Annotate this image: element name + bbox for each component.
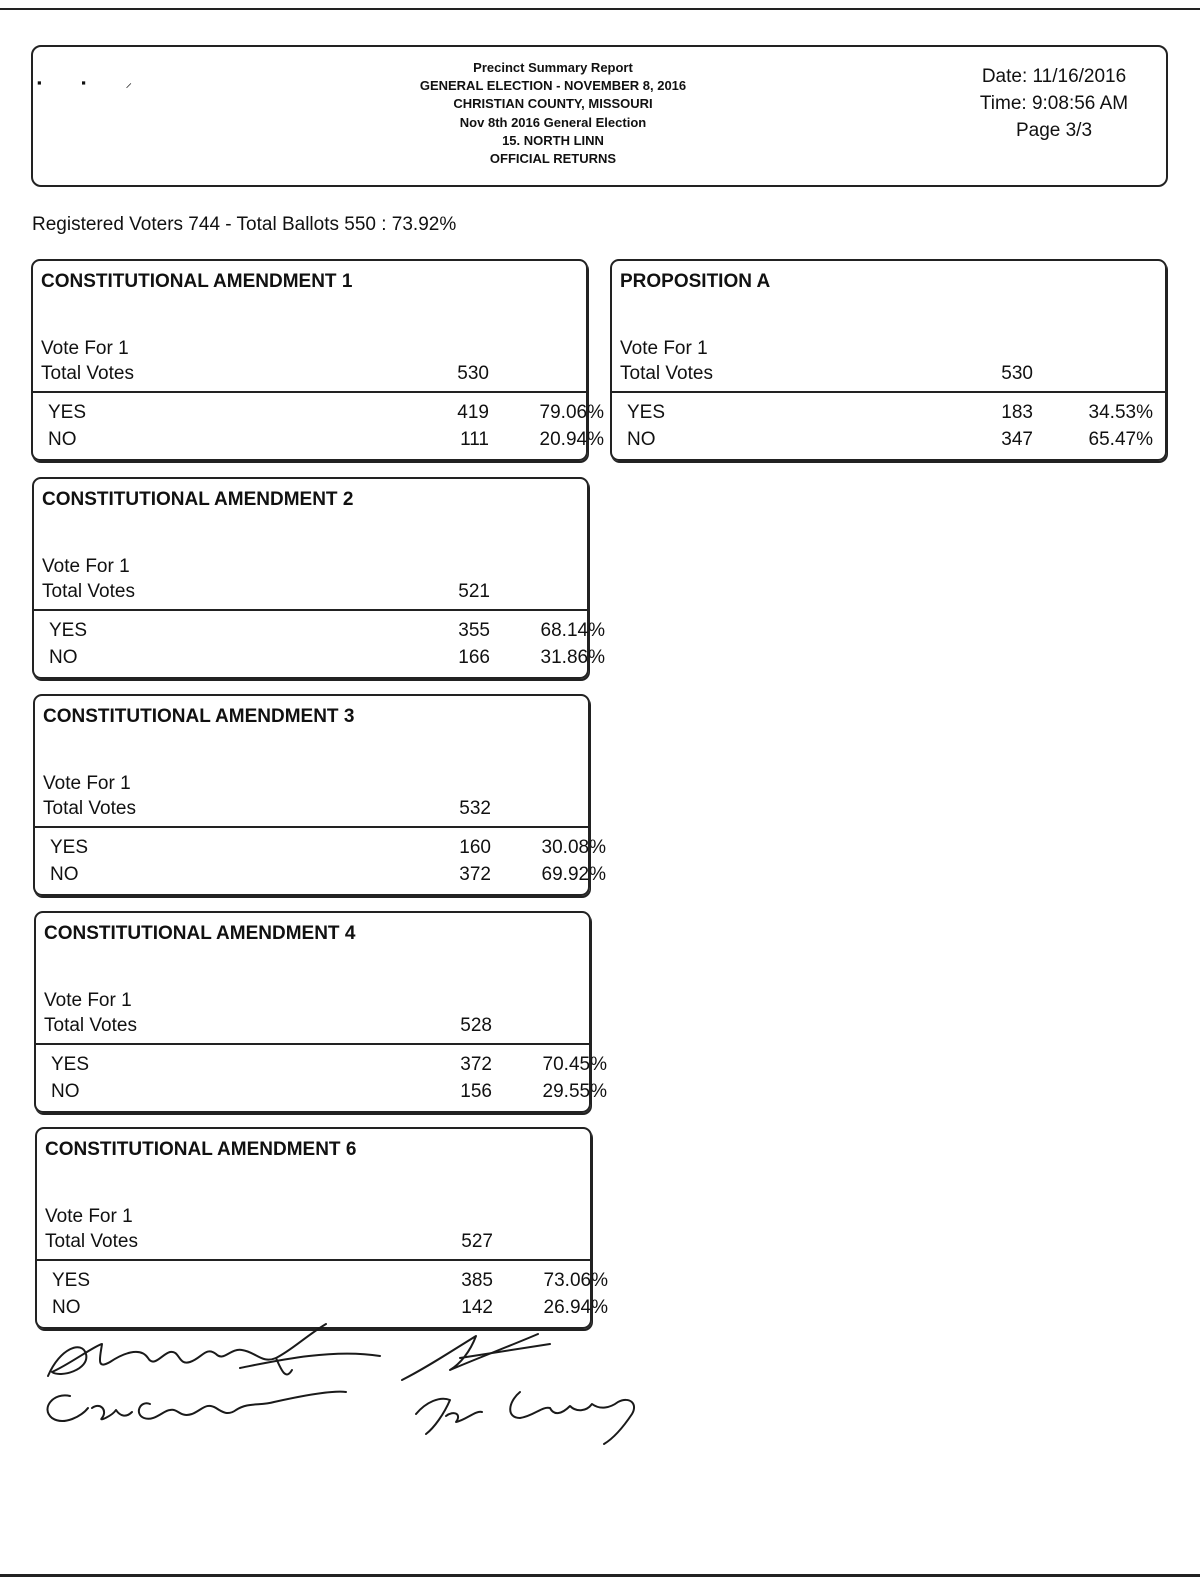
total-votes-label: Total Votes — [42, 581, 135, 602]
contest-title: CONSTITUTIONAL AMENDMENT 3 — [43, 706, 355, 727]
choice-label: NO — [49, 647, 78, 668]
contest-divider — [36, 1043, 589, 1045]
choice-votes: 372 — [459, 864, 491, 885]
page-number: Page 3/3 — [1015, 120, 1093, 141]
choice-percent: 29.55% — [542, 1081, 607, 1102]
choice-percent: 31.86% — [540, 647, 605, 668]
contest-title: CONSTITUTIONAL AMENDMENT 2 — [42, 489, 354, 510]
choice-row — [35, 864, 606, 890]
choice-label: NO — [48, 429, 77, 450]
contest-divider — [612, 391, 1165, 393]
choice-label: NO — [50, 864, 79, 885]
report-date: Date: 11/16/2016 — [981, 66, 1127, 87]
choice-row — [37, 1270, 608, 1296]
choice-label: YES — [627, 402, 666, 423]
contest-divider — [35, 826, 588, 828]
choice-percent: 26.94% — [543, 1297, 608, 1318]
total-votes-value: 521 — [458, 581, 490, 602]
choice-row — [36, 1054, 607, 1080]
choice-votes: 166 — [458, 647, 490, 668]
total-votes-value: 530 — [1001, 363, 1033, 384]
report-meta — [954, 63, 1154, 144]
official-signatures — [30, 1318, 650, 1458]
contest-box — [31, 259, 604, 461]
choice-row — [35, 837, 606, 863]
contest-divider — [37, 1259, 590, 1261]
choice-row — [612, 402, 1165, 428]
vote-for-label: Vote For 1 — [42, 556, 130, 577]
choice-row — [34, 647, 605, 673]
choice-label: YES — [48, 402, 87, 423]
bottom-rule — [0, 1574, 1200, 1577]
contest-title: CONSTITUTIONAL AMENDMENT 1 — [41, 271, 353, 292]
choice-percent: 68.14% — [540, 620, 605, 641]
choice-votes: 347 — [1001, 429, 1033, 450]
contest-box — [35, 1127, 608, 1329]
choice-votes: 355 — [458, 620, 490, 641]
total-votes-value: 527 — [461, 1231, 493, 1252]
total-votes-value: 528 — [460, 1015, 492, 1036]
vote-for-label: Vote For 1 — [43, 773, 131, 794]
choice-votes: 183 — [1001, 402, 1033, 423]
choice-label: YES — [50, 837, 89, 858]
report-title-block — [333, 59, 773, 168]
vote-for-label: Vote For 1 — [620, 338, 708, 359]
choice-percent: 34.53% — [1088, 402, 1153, 423]
choice-votes: 142 — [461, 1297, 493, 1318]
total-votes-value: 532 — [459, 798, 491, 819]
total-votes-label: Total Votes — [44, 1015, 137, 1036]
vote-for-label: Vote For 1 — [44, 990, 132, 1011]
choice-votes: 156 — [460, 1081, 492, 1102]
choice-votes: 111 — [460, 429, 489, 450]
election-name: GENERAL ELECTION - NOVEMBER 8, 2016 — [419, 78, 687, 94]
precinct-name: 15. NORTH LINN — [502, 132, 604, 148]
choice-row — [612, 429, 1165, 455]
contest-title: PROPOSITION A — [620, 271, 771, 292]
choice-label: YES — [49, 620, 88, 641]
choice-percent: 65.47% — [1088, 429, 1153, 450]
contest-box — [33, 694, 606, 896]
turnout-summary: Registered Voters 744 - Total Ballots 550 : 73.92% — [32, 214, 457, 235]
choice-label: YES — [51, 1054, 90, 1075]
choice-votes: 372 — [460, 1054, 492, 1075]
total-votes-label: Total Votes — [620, 363, 713, 384]
contest-title: CONSTITUTIONAL AMENDMENT 6 — [45, 1139, 357, 1160]
contest-title: CONSTITUTIONAL AMENDMENT 4 — [44, 923, 356, 944]
choice-row — [33, 402, 604, 428]
total-votes-value: 530 — [457, 363, 489, 384]
choice-percent: 20.94% — [539, 429, 604, 450]
choice-votes: 385 — [461, 1270, 493, 1291]
election-subtitle: Nov 8th 2016 General Election — [459, 114, 647, 130]
vote-for-label: Vote For 1 — [45, 1206, 133, 1227]
choice-votes: 419 — [457, 402, 489, 423]
choice-label: NO — [51, 1081, 80, 1102]
total-votes-label: Total Votes — [41, 363, 134, 384]
contest-box — [34, 911, 607, 1113]
top-rule — [0, 8, 1200, 10]
choice-label: NO — [627, 429, 656, 450]
choice-row — [33, 429, 604, 455]
total-votes-label: Total Votes — [45, 1231, 138, 1252]
choice-percent: 79.06% — [539, 402, 604, 423]
choice-percent: 70.45% — [542, 1054, 607, 1075]
report-time: Time: 9:08:56 AM — [979, 93, 1129, 114]
choice-row — [34, 620, 605, 646]
vote-for-label: Vote For 1 — [41, 338, 129, 359]
contest-divider — [33, 391, 586, 393]
choice-percent: 69.92% — [541, 864, 606, 885]
choice-votes: 160 — [459, 837, 491, 858]
choice-label: YES — [52, 1270, 91, 1291]
scan-marks: ▪ ▪ ⸝ — [37, 75, 150, 90]
choice-label: NO — [52, 1297, 81, 1318]
report-header — [31, 45, 1168, 187]
total-votes-label: Total Votes — [43, 798, 136, 819]
contest-divider — [34, 609, 587, 611]
choice-row — [36, 1081, 607, 1107]
contest-box — [610, 259, 1167, 461]
contest-box — [32, 477, 605, 679]
report-title: Precinct Summary Report — [473, 60, 633, 75]
returns-status: OFFICIAL RETURNS — [489, 151, 617, 167]
choice-percent: 73.06% — [543, 1270, 608, 1291]
choice-percent: 30.08% — [541, 837, 606, 858]
county-name: CHRISTIAN COUNTY, MISSOURI — [453, 96, 653, 112]
